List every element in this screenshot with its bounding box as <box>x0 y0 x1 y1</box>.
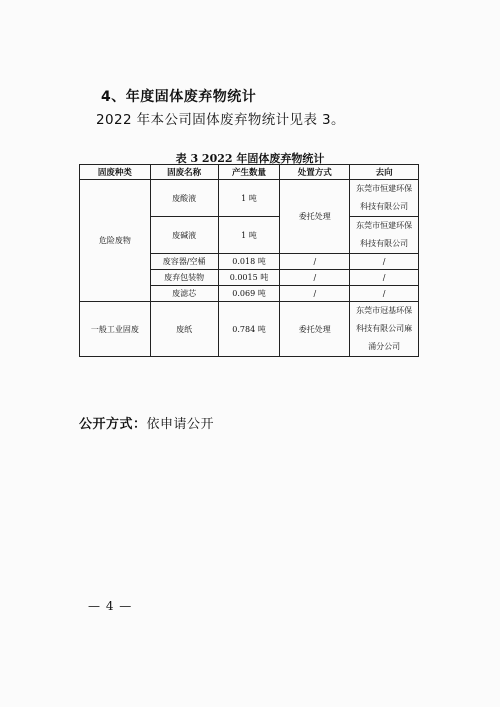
amount-cell: 0.0015 吨 <box>218 270 280 286</box>
destination-line: 科技有限公司 <box>360 239 409 248</box>
destination-cell: / <box>350 254 419 270</box>
destination-cell <box>350 180 419 217</box>
method-cell: / <box>280 286 350 302</box>
amount-cell: 0.018 吨 <box>218 254 280 270</box>
destination-cell <box>350 217 419 254</box>
disclosure-label: 公开方式： <box>79 417 147 432</box>
waste-name-cell: 废弃包装物 <box>150 270 218 286</box>
destination-line: 东莞市恒建环保 <box>356 221 413 230</box>
disclosure-value: 依申请公开 <box>146 417 215 432</box>
method-cell: / <box>280 254 350 270</box>
table-row <box>80 302 419 357</box>
header-destination: 去向 <box>350 165 419 180</box>
header-amount: 产生数量 <box>218 165 280 180</box>
waste-name-cell: 废碱液 <box>150 217 218 254</box>
category-cell: 危险废物 <box>80 180 151 302</box>
waste-statistics-table <box>79 164 419 357</box>
waste-name-cell: 废酸液 <box>150 180 218 217</box>
amount-cell: 0.784 吨 <box>218 302 280 357</box>
table-caption: 表 3 2022 年固体废弃物统计 <box>175 152 325 165</box>
category-cell: 一般工业固废 <box>80 302 151 357</box>
amount-cell: 0.069 吨 <box>218 286 280 302</box>
destination-cell <box>350 302 419 357</box>
table-row <box>80 180 419 217</box>
waste-name-cell: 废滤芯 <box>150 286 218 302</box>
waste-name-cell: 废容器/空桶 <box>150 254 218 270</box>
section-heading: 4、年度固体废弃物统计 <box>101 89 257 105</box>
destination-line: 科技有限公司麻 <box>356 324 413 333</box>
destination-line: 东莞市冠基环保 <box>356 306 413 315</box>
amount-cell: 1 吨 <box>218 217 280 254</box>
destination-cell: / <box>350 286 419 302</box>
header-method: 处置方式 <box>280 165 350 180</box>
disclosure-line <box>79 413 214 432</box>
destination-line: 涌分公司 <box>368 342 401 351</box>
method-cell: 委托处理 <box>280 302 350 357</box>
destination-line: 东莞市恒建环保 <box>356 184 413 193</box>
method-cell: / <box>280 270 350 286</box>
body-paragraph: 2022 年本公司固体废弃物统计见表 3。 <box>96 112 345 128</box>
header-category: 固废种类 <box>80 165 151 180</box>
page-number: — 4 — <box>88 599 133 613</box>
header-name: 固废名称 <box>150 165 218 180</box>
method-cell: 委托处理 <box>280 180 350 254</box>
destination-cell: / <box>350 270 419 286</box>
waste-name-cell: 废纸 <box>150 302 218 357</box>
destination-line: 科技有限公司 <box>360 202 409 211</box>
table-header-row <box>80 165 419 180</box>
amount-cell: 1 吨 <box>218 180 280 217</box>
